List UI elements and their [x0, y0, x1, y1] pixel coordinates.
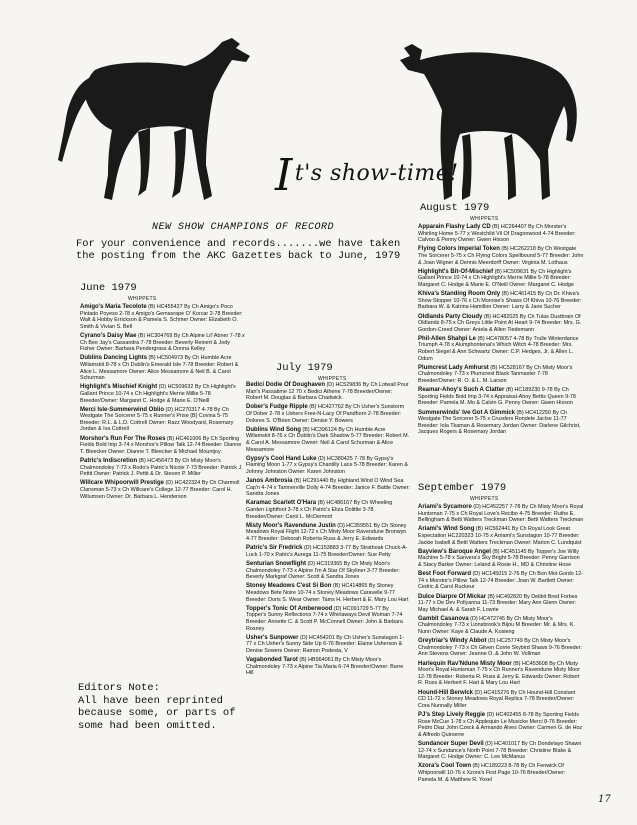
entry-text: (D) HC472745 By Ch Misty Moor's Chalmondoley 7-73 x Lionsbrook's Bijou M Breeder: Mr. & Mrs. K. Nunn Owner: Kaye & Claude A. Kosieng [418, 615, 575, 636]
list-item [80, 384, 245, 404]
entry-name: PJ's Step Lively Reggie [418, 711, 486, 718]
entry-name: Ariami's Wind Song [418, 526, 475, 533]
entry-name: Cyrano's Daisy Mae [80, 332, 137, 339]
section-heading: NEW SHOW CHAMPIONS OF RECORD [152, 222, 335, 233]
list-item [418, 387, 584, 407]
list-item [418, 365, 584, 385]
breed-label: WHIPPETS [470, 216, 499, 222]
list-item [80, 304, 245, 330]
breed-label: WHIPPETS [470, 496, 499, 502]
entry-name: Dober's Fudge Ripple [246, 404, 308, 411]
list-item [246, 635, 410, 655]
entry-text: (D) HC529836 By Ch Lotwall Pour Man's Passatime 12 70 x Bedici Athene 7-78 Breeder/Owner: Robert M. Douglas & Barbara Chadwick [246, 382, 409, 402]
entry-name: Flying Colors Imperial Token [418, 246, 500, 253]
entry-text: (D) HC091729 5-77 By Topper's Sunny Reflections 7-74 x Whirlaways Devil Woman 7-74 Breeder: Annette C. & Scott P. McConnell Owner: John & Barbara Rosney [246, 605, 403, 632]
entry-text: (D) HC319365 By Ch Misty Moor's Chalmondoley 7-73 x Alpine I'm A Star Of Skyliner 3-77 Breeder: Beverly Markgraf Owner: Scott & Sandra Jones [246, 561, 400, 581]
list-item [418, 336, 584, 362]
entry-name: Highlight's Mischief Knight [80, 384, 158, 391]
list-item [418, 741, 584, 761]
entry-text: (D) HC257749 By Ch Misty Moor's Chalmondoley 7-73 x Ch Gilven Corrie Skybird Shaws 9-76 Breeder: Ann Stevens Owner: Jeanne O. & John W. Vollman [418, 638, 582, 658]
entry-name: Greytriar's Windy Abbot [418, 638, 487, 645]
editors-note [78, 682, 243, 732]
entry-name: Topper's Tonic Of Amberwood [246, 605, 333, 612]
list-item [418, 224, 584, 244]
entry-text: (D) HC415276 By Ch Hound-Hill Constant CD 11-72 x Stoney Meadows Royal Replica 7-78 Breeder/Owner: Cora Nunnally Miller [418, 689, 576, 709]
list-item [246, 404, 410, 424]
entry-text: (B) HC486167 By Ch Wheeling Garden Lightfoot 3-78 x Ch Patric's Eliza Dolittle 3-78 Breeder/Owner: Carol L. McDermott [246, 500, 393, 520]
entry-text: (D) HC402455 8-78 By Sporting Fields Rose McCue 1-78 x Ch Applequin Le Musicke Merci 8-76 Breeder: Pedro Diaz John Czeck & Armando Alves Owner: Carmen G. de Hoz & Alfredo Quiroerre [418, 711, 583, 738]
entry-text: (B) HC189223 8-78 By Ch Fenwick Of Whipoorwill 10-76 x Xzora's First Page 10-76 Breeder/Owner: Pamela M. & Matthew R. Yoxel [418, 763, 566, 783]
entry-name: Hound-Hill Berwick [418, 689, 474, 696]
entry-name: Usher's Sunpower [246, 634, 299, 641]
list-item [246, 456, 410, 476]
entry-text: (B) HC262218 By Ch Westgate The Sorcerer 5-75 x Ch Flying Colors Spellbound 5-77 Breeder: John & Joan Wigner & Dennis Meerdorff Owner: Virginia M. Lothaus [418, 246, 584, 266]
entry-name: Stoney Meadows C'est Si Bon [246, 583, 332, 590]
list-item [418, 410, 584, 436]
entry-text: (D) HC452257 7-78 By Ch Misty Moor's Royal Huntsman 7-75 x Ch Royal Love's Recibo 4-75 Breeder: Ruthe E. Bellingham & Betti Watters Treckman Owner: Betti Watters Treckman [418, 504, 584, 524]
entry-text: (B) HC482025 By Ch Tulas Dustbrain Of Oldlands 8-75 x Ch Greys Little Point At Heart 9-74 Breeder: Mrs. G. Gordon-Creed Owner: Aniela & Allen Tiedemann [418, 313, 582, 333]
list-item [246, 382, 410, 402]
entry-text: (D) HC401017 By Ch Dondelayo Shawn 12-74 x Sundance's North Point 7-78 Breeder: Christine Blake & Margaret C. Hodge Owner: C. Lee McManus [418, 740, 582, 761]
editors-note-text: Editors Note: All have been reprinted because some, or parts of some had been omitted. [78, 682, 236, 732]
entry-text: (B) HC396124 By Ch Humble Acre Willamskit 8-76 x Ch Dublin's Dark Shadow 5-77 Breeder: Robert M. & Carol A. Messamore Owner: Neil & Carol Schurman & Alice Messamore [246, 426, 410, 453]
entry-text: (B) HC304769 By Ch Alpine Lil' Abner 7-78 x Ch Bee Jay's Cassandra 7-78 Breeder: Beverly Reinert & Jody Fisher Owner: Barbara Pendergrass & Donna Kelley [80, 332, 245, 353]
page-title-rest: t's show-time! [294, 161, 459, 186]
list-item [80, 355, 245, 381]
list-item [246, 583, 410, 603]
breed-label: WHIPPETS [318, 376, 347, 382]
list-item [80, 480, 245, 500]
entry-name: Bayview's Baroque Angel [418, 548, 491, 555]
entry-name: Patric's Sir Fredrick [246, 545, 303, 552]
list-item [80, 333, 245, 353]
september-entries [418, 504, 584, 786]
entry-text: (B) HC455427 By Ch Amigo's Poco Pintado Poyeso 2-78 x Amigo's Gemasrape O' Korcar 2-78 Breeder: Walt & Hobby Errickson & Pamela S. Schmer Owner: Elizabeth O. Smith & Vivian S. Bell [80, 304, 243, 330]
list-item [80, 436, 245, 456]
entry-name: Sundancer Super Devil [418, 740, 484, 747]
entry-name: Gambit Casanova [418, 615, 469, 622]
page-title-initial: I [275, 150, 293, 201]
list-item [246, 545, 410, 558]
entry-name: Dulce Diarpre Of Mickar [418, 593, 487, 600]
list-item [418, 712, 584, 738]
list-item [418, 616, 584, 636]
entry-text: (B) HC478057 4-78 By Trulle Winterdance Triumph 4-78 x Alumphontenai's Which Witch 4-78 Breeder: Mrs. Robert Siegel & Ann Schwartz Owner: C.P. Hedges, Jr. & Allen L. Odum [418, 335, 579, 362]
entry-text: (D) HC380425 7-78 By Gypsy's Flaming Moon 1-77 x Gypsy's Chantilly Lace 5-78 Breeder: Karen & Johnny Johnston Owner: Karen Johnston [246, 455, 408, 475]
list-item [418, 291, 584, 311]
list-item [246, 657, 410, 677]
entry-text: (B) HC528167 By Ch Misty Moor's Chalmondoley 7-73 x Plumcrest Black Tanmaster 7-78 Breeder/Owner: R. O. & L. M. Larson [418, 364, 573, 385]
entry-text: (B) HC461006 By Ch Sporting Fields Bold Imp 3-74 x Morshor's Pillow Talk 12-74 Breeder: Dianne T. Bleecker Owner: Dianne T. Bleecker & Michael Mountjoy [80, 435, 242, 455]
entry-text: (D) HC270317 4-78 By Ch Westgate The Sorcerer 5-75 x Runner's Prise (B) Covina 5-75 Breeder: R.L. & L.D. Cottrell Owner: Razz Woodyard, Rosemary Jordan & Iva Cottrell [80, 406, 234, 433]
entry-name: Phil-Allen Shahpi Le [418, 335, 477, 342]
entry-text: (D) HC145015 2-76 By Ch Bon Mot Gordo 12-74 x Morstor's Pillow Talk 12-74 Breeder: Joan W. Bartlett Owner: Cedric & Carol Ruckeur [418, 571, 584, 591]
entry-name: Patric's Indiscretion [80, 458, 138, 465]
entry-name: Misty Moor's Ravendune Justin [246, 522, 336, 529]
entry-text: (D) HC422324 By Ch Charmoll Clansman 5-73 x Ch Willcare's College 12-77 Breeder: Carol H. Willumsen Owner: Dr. Barbara L. Henderson [80, 480, 240, 500]
july-entries [246, 382, 410, 679]
entry-text: (D) HC454201 By Ch Usher's Sunstagon 1-77 x Ch Usher's Sunny Side Up 6-76 Breeder: Elaine Usherson & Denise Sowers Owner: Ramon Podesta, V [246, 634, 405, 654]
entry-text: (B) HC189230 9-78 By Ch Sporting Fields Bold Imp 3-74 x Appraisal-Ahoy Bettis Queen 9-78 Breeder: Pamela M. Mo & Calvin G. Penny Owner: Gwen Hixson [418, 387, 576, 407]
list-item [418, 571, 584, 591]
entry-name: Plumcrest Lady Amhurst [418, 364, 489, 371]
june-entries [80, 304, 245, 503]
list-item [418, 763, 584, 783]
list-item [246, 523, 410, 543]
entry-name: Janos Ambrosia [246, 478, 293, 485]
entry-name: Harlequin Rav'Ndune Misty Moor [418, 660, 512, 667]
entry-name: Reamar-Ahoy's Such A Clatter [418, 387, 505, 394]
entry-text: (B) HC562441 By Ch Royal Look Great Expectation HC220323 10-75 x Arriami's Sunstagon 10-77 Breeder: Jackie Isabell & Betti Watters Treckman Owner: Marion C. Lundquist [418, 526, 582, 546]
entry-text: (B) HC461415 By Ch Dr. Khiva's Show Stopper 10-76 x Ch Moroise's Shaws Of Khiva 10-76 Breeder: Barbara W. & Katrina Hamilton Owner: Larry & Jane Sucher [418, 291, 582, 311]
entry-text: (B) HC456473 By Ch Misty Moor's Chalmondoley 7-73 x Rodo's Patric's Nicole 7-73 Breeder: Patrick J. Pettit Owner: Patrick J. Pettit & Dr. Steven P. Miller [80, 458, 243, 478]
list-item [246, 606, 410, 632]
list-item [80, 458, 245, 478]
list-item [418, 594, 584, 614]
entry-name: Dublins Dancing Lights [80, 355, 147, 362]
entry-name: Willcare Whipoorwill Prestige [80, 480, 164, 487]
list-item [418, 661, 584, 687]
entry-text: (B) HC492820 By Delibit Bred Forbes 11-77 x De Dev Pollyanna 11-73 Breeder: Mary Ann Glenn Owner: May Michael A. & Sarah F. Lowrie [418, 593, 578, 613]
entry-text: (D) HC509632 By Ch Highlight's Gallant Prince 10-74 x Ch Highlight's Merrie Millie 5-78 Breeder/Owner: Margaret C. Hodge & Marie E. O'Neill [80, 384, 236, 404]
intro-text: For your convenience and records.......we have taken the posting from the AKC Gazettes back to June, 1979 [76, 238, 401, 262]
entry-name: Khiva's Standing Room Only [418, 291, 501, 298]
month-heading-september: September 1979 [418, 482, 507, 494]
month-heading-june: June 1979 [80, 282, 137, 294]
entry-name: Senturian Snowflight [246, 561, 306, 567]
entry-text: (D) HC359551 By Ch Stoney Meadows Royal Flight 12-72 x Ch Misty Moor Ravendune Bronwyn 4-77 Breeder: Deborah Roberta Russ & Jerry E. Edwards [246, 522, 407, 543]
list-item [418, 246, 584, 266]
entry-text: (B) HC291440 By Highland Wind O Wind Sea Cap'n 4-74 x Tanmerville Dolly 4-74 Breeder: Janice F. Battle Owner: Sandra Jones [246, 478, 410, 498]
list-item [80, 407, 245, 433]
entry-name: Gypsy's Cool Hand Luke [246, 455, 317, 462]
list-item [418, 504, 584, 524]
entry-text: (B) HC453608 By Ch Misty Moor's Royal Huntsman 7-75 x Ch Runner's Ravendune Misty Moor 12-78 Breeder: Roberta R. Russ & Jerry E. Edwards Owner: Robert R. Russ & Herbert F. Hart & Mary Lou Hart [418, 660, 581, 687]
entry-name: Apparain Flashy Lady CD [418, 224, 491, 230]
list-item [418, 549, 584, 569]
entry-name: Merci Isle-Summerwind Oblio [80, 406, 165, 413]
entry-name: Summerwinds' Ive Got A Gimmick [418, 409, 516, 416]
entry-name: Amigo's Maria Tecolote [80, 304, 147, 310]
list-item [246, 500, 410, 520]
page-title [275, 150, 459, 201]
entry-name: Vagabonded Tarot [246, 657, 298, 664]
month-heading-august: August 1979 [420, 202, 490, 214]
entry-text: (B) HC427762 By Ch Usher's Sunstorm Of Dober 2-78 x Ushers Free-N-Lacy Of Pandhorn 2-78 Breeder: Dolores S. O'Brien Owner: Denise Y. Bowers [246, 404, 405, 424]
entry-name: Karamac Scarlett O'Hara [246, 500, 317, 507]
list-item [418, 269, 584, 289]
entry-name: Best Foot Forward [418, 571, 472, 578]
list-item [246, 478, 410, 498]
entry-text: (B) HC509631 By Ch Highlight's Gallant Prince 10-74 x Ch Highlight's Merrie Millie 5-78 Breeder: Margaret C. Hodge & Marie E. O'Neill Owner: Margaret C. Hodge [418, 268, 574, 288]
entry-name: Morshor's Run For The Roses [80, 435, 166, 442]
list-item [246, 561, 410, 581]
entry-name: Oldlands Party Cloudy [418, 313, 483, 320]
page-number: 17 [598, 794, 611, 805]
breed-label: WHIPPETS [128, 296, 157, 302]
entry-text: (B) HB964061 By Ch Misty Moor's Chalmondoley 7-73 x Alpine Tia Maria 6-74 Breeder/Owner: Barre Hill [246, 657, 404, 677]
list-item [418, 638, 584, 658]
whippet-left-icon [58, 38, 250, 200]
month-heading-july: July 1979 [276, 362, 333, 374]
entry-text: (B) HC451145 By Topper's Joe Willy Machine 5-78 x Sanvera's Sky Bright 5-78 Breeder: Penny Garrison & Stacy Barker Owner: Leland & Rosie H., MD & Christine Hose [418, 548, 580, 568]
header-art [0, 0, 637, 240]
entry-name: Xzora's Cool Town [418, 763, 471, 770]
entry-text: (D) HC153883 3-77 By Strathoak Chuck-A-Luck 1-70 x Patric's Aurega 11-75 Breeder/Owner: Sue Petty [246, 545, 408, 558]
entry-text: (B) HC412250 By Ch Westgate The Sorcerer 5-75 x Crusders Rondele Jaclse 11-77 Breeder: Iola Tkaman & Rosemary Jordan Owner: Darlene Gilchrist, Jacques Rogers & Rosemary Jordan [418, 409, 581, 436]
entry-name: Highlight's Bit-Of-Mischief [418, 268, 494, 275]
list-item [418, 690, 584, 710]
entry-text: (B) HC414865 By Stoney Meadows Bete Noire 10-74 x Stoney Meadows Caravelle 9-77 Breeder: Doris S. Wear Owner: Tams H. Herbert & E. Mary Lou Hart [246, 583, 409, 603]
august-entries [418, 224, 584, 439]
entry-name: Bedici Dodie Of Doughaven [246, 382, 326, 388]
list-item [418, 526, 584, 546]
entry-name: Ariami's Sycamore [418, 504, 472, 510]
entry-name: Dublins Wind Song [246, 426, 301, 433]
list-item [246, 427, 410, 453]
entry-text: (B) HC504973 By Ch Humble Acre Willamskit 8-78 x Ch Dublin's Emerald Isle 7-78 Breeder: Robert & Alice L. Messamore Owner: Alice Messamore & Neil B. & Carol Schurman [80, 355, 239, 382]
list-item [418, 314, 584, 334]
entry-text: (B) HC264407 By Ch Morster's Whirling Home 5-77 x Westchild Vil Of Dragonwood 4-74 Breeder: Calvoo & Penny Owner: Gwen Hixson [418, 224, 576, 244]
